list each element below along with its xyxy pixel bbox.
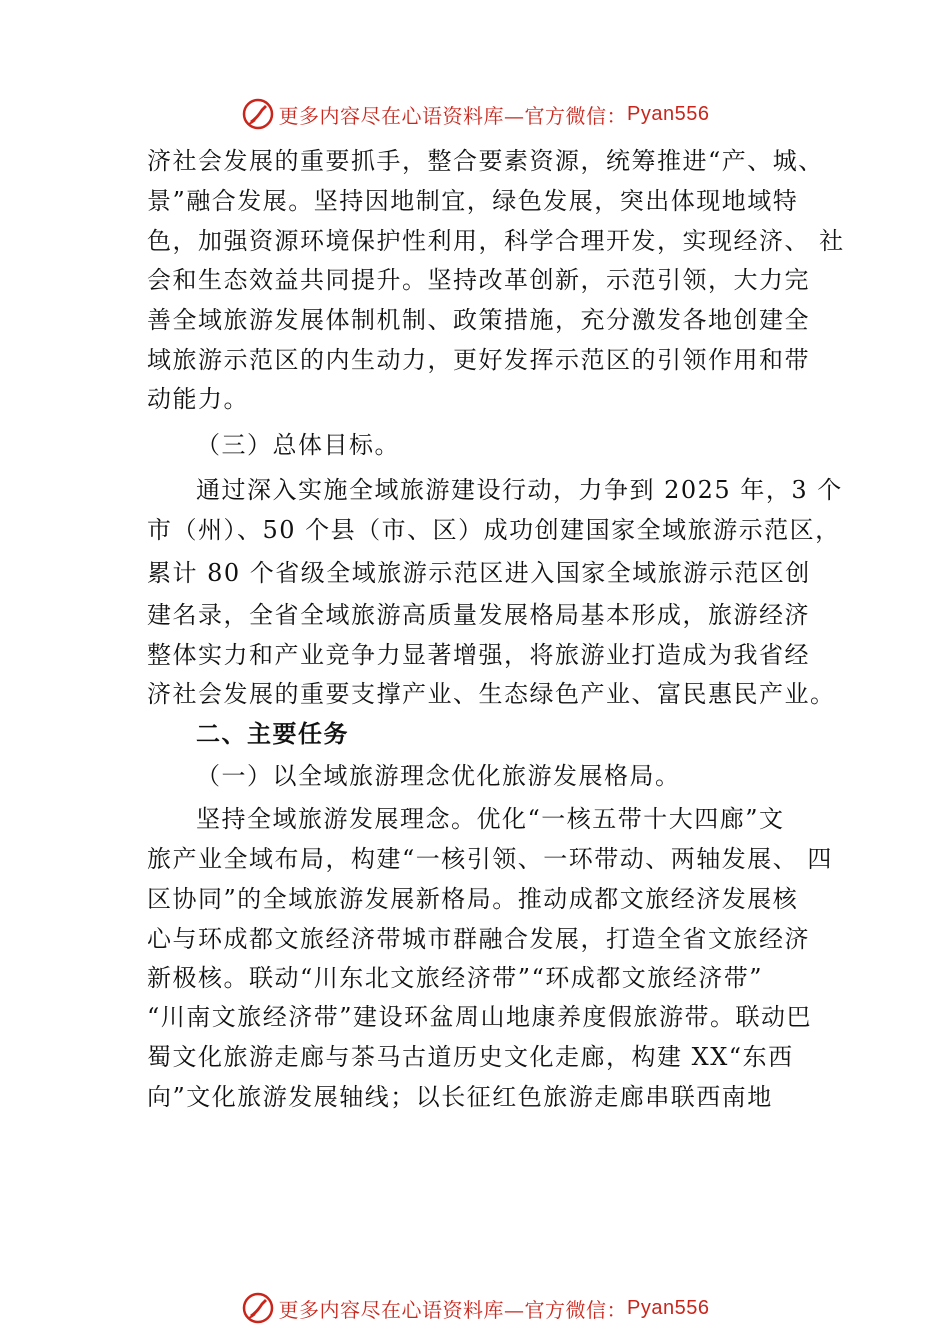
wechat-id: Pyan556: [627, 1296, 710, 1319]
footer-watermark: [0, 1286, 950, 1330]
paragraph-line: “川南文旅经济带”建设环盆周山地康养度假旅游带。联动巴: [147, 1003, 813, 1031]
paragraph-line: 旅产业全域布局，构建“一核引领、一环带动、两轴发展、 四: [147, 845, 833, 873]
paragraph-line: 蜀文化旅游走廊与茶马古道历史文化走廊，构建 XX“东西: [147, 1043, 794, 1071]
paragraph-line: 坚持全域旅游发展理念。优化“一核五带十大四廊”文: [196, 805, 785, 833]
watermark-text: 更多内容尽在心语资料库—官方微信：: [278, 103, 628, 128]
paragraph-line: 心与环成都文旅经济带城市群融合发展，打造全省文旅经济: [147, 925, 810, 953]
paragraph-line: 累计 80 个省级全域旅游示范区进入国家全域旅游示范区创: [147, 559, 811, 587]
paragraph-line: 向”文化旅游发展轴线；以长征红色旅游走廊串联西南地: [147, 1083, 773, 1111]
watermark-text: 更多内容尽在心语资料库—官方微信：: [278, 1297, 628, 1322]
paragraph-line: 济社会发展的重要支撑产业、生态绿色产业、富民惠民产业。: [147, 680, 836, 708]
paragraph-line: 会和生态效益共同提升。坚持改革创新，示范引领，大力完: [147, 266, 810, 294]
section-heading-main-tasks: 二、主要任务: [196, 720, 349, 748]
paragraph-line: 景”融合发展。坚持因地制宜，绿色发展，突出体现地域特: [147, 187, 799, 215]
paragraph-line: 动能力。: [147, 385, 249, 413]
paragraph-line: 整体实力和产业竞争力显著增强，将旅游业打造成为我省经: [147, 641, 810, 669]
paragraph-line: 域旅游示范区的内生动力，更好发挥示范区的引领作用和带: [147, 346, 810, 374]
section-heading-overall-goals: （三）总体目标。: [196, 431, 400, 459]
paragraph-line: 市（州）、50 个县（市、区）成功创建国家全域旅游示范区，: [147, 516, 841, 544]
brush-pen-logo-icon: [241, 1291, 275, 1325]
paragraph-line: 通过深入实施全域旅游建设行动，力争到 2025 年，3 个: [196, 476, 843, 504]
section-heading-tourism-layout: （一）以全域旅游理念优化旅游发展格局。: [196, 762, 681, 790]
paragraph-line: 建名录，全省全域旅游高质量发展格局基本形成，旅游经济: [147, 601, 810, 629]
paragraph-line: 新极核。联动“川东北文旅经济带”“环成都文旅经济带”: [147, 964, 764, 992]
paragraph-line: 善全域旅游发展体制机制、政策措施，充分激发各地创建全: [147, 306, 810, 334]
paragraph-line: 色，加强资源环境保护性利用，科学合理开发，实现经济、 社: [147, 227, 845, 255]
wechat-id: Pyan556: [627, 102, 710, 125]
paragraph-line: 区协同”的全域旅游发展新格局。推动成都文旅经济发展核: [147, 885, 799, 913]
paragraph-line: 济社会发展的重要抓手，整合要素资源，统筹推进“产、城、: [147, 147, 824, 175]
